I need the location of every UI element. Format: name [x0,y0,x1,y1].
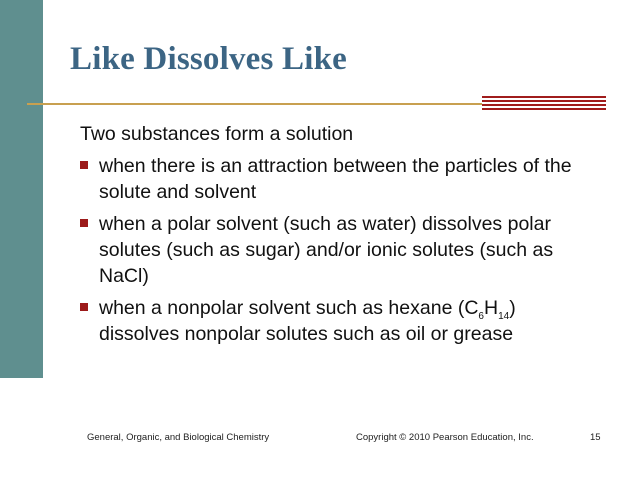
square-bullet-icon [80,161,88,169]
bullet-text [99,295,600,347]
bullet-item [80,211,600,289]
bullet-text-before: when a nonpolar solvent such as hexane (C [99,297,479,319]
bullet-text: when a polar solvent (such as water) dissolves polar solutes (such as sugar) and/or ionic solutes (such as NaCl) [99,213,554,287]
subscript-hydrogen-count: 14 [498,311,510,322]
title-striped-accent [482,96,606,112]
bullet-text: when there is an attraction between the particles of the solute and solvent [99,155,572,203]
footer-course-title: General, Organic, and Biological Chemistry [87,432,270,443]
square-bullet-icon [80,219,88,227]
footer-page-number: 15 [590,432,601,443]
bullet-list [80,153,600,347]
title-underline-rule [27,103,482,105]
bullet-text-after: ) dissolves nonpolar solutes such as oil or grease [99,297,516,345]
square-bullet-icon [80,303,88,311]
bullet-item [80,153,600,205]
intro-text: Two substances form a solution [80,123,354,145]
slide-title: Like Dissolves Like [70,41,348,77]
footer-copyright: Copyright © 2010 Pearson Education, Inc. [356,432,534,443]
bullet-item [80,295,600,347]
subscript-carbon-count: 6 [478,311,484,322]
slide-body [80,121,600,353]
formula-hydrogen: H [483,297,499,319]
left-accent-bar [0,0,43,378]
